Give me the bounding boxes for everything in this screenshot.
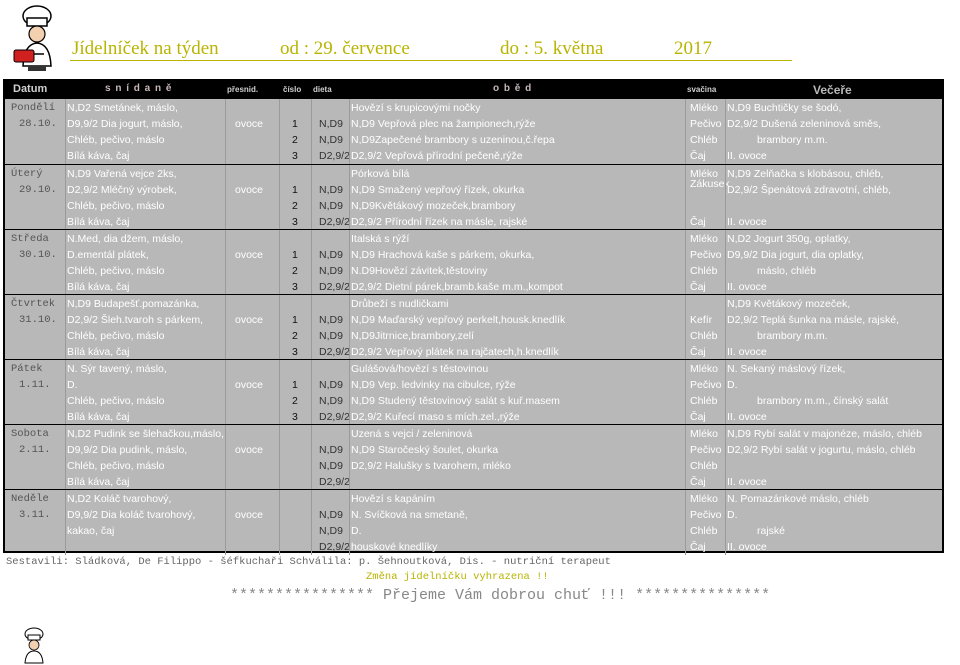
column-divider <box>65 165 66 230</box>
column-divider <box>225 99 226 164</box>
dinner-item: D2,9/2 Špenátová zdravotní, chléb, <box>727 184 892 196</box>
breakfast-item: D2,9/2 Šleh.tvaroh s párkem, <box>67 314 203 326</box>
lunch-number: 3 <box>292 411 298 423</box>
lunch-diet: N,D9 <box>319 314 343 326</box>
column-divider <box>685 230 686 295</box>
snack-item: Čaj <box>690 281 706 293</box>
day-name: Neděle <box>11 493 49 505</box>
day-name: Středa <box>11 233 49 245</box>
lunch-diet: N,D9 <box>319 460 343 472</box>
lunch-diet: N,D9 <box>319 444 343 456</box>
lunch-diet: N,D9 <box>319 134 343 146</box>
breakfast-item: N.Med, dia džem, máslo, <box>67 233 184 245</box>
snack-item: Čaj <box>690 150 706 162</box>
day-name: Pátek <box>11 363 43 375</box>
column-divider <box>685 490 686 555</box>
column-divider <box>279 99 280 164</box>
title-from: od : 29. července <box>280 38 410 59</box>
lunch-number: 1 <box>292 249 298 261</box>
lunch-number: 2 <box>292 200 298 212</box>
day-date: 31.10. <box>19 314 57 326</box>
dinner-item: N,D9 Květákový mozeček, <box>727 298 851 310</box>
breakfast-item: N,D2 Smetánek, máslo, <box>67 102 178 114</box>
column-divider <box>725 295 726 360</box>
day-row <box>5 424 942 490</box>
snack-item: Chléb <box>690 395 718 407</box>
footer-wish: **************** Přejeme Vám dobrou chuť !!! *************** <box>230 587 771 604</box>
breakfast-item: Bílá káva, čaj <box>67 476 130 488</box>
presnid-item: ovoce <box>235 509 264 521</box>
day-name: Pondělí <box>11 102 56 114</box>
snack-item: Zákusek <box>690 177 730 190</box>
lunch-diet: N,D9 <box>319 249 343 261</box>
lunch-item: N,D9 Smažený vepřový řízek, okurka <box>351 184 525 196</box>
dinner-item: D. <box>727 379 738 391</box>
dinner-item: II. ovoce <box>727 281 767 293</box>
column-divider <box>311 295 312 360</box>
lunch-item: N,D9 Vep. ledvinky na cibulce, rýže <box>351 379 516 391</box>
column-divider <box>685 295 686 360</box>
snack-item: Mléko <box>690 233 719 245</box>
snack-item: Čaj <box>690 411 706 423</box>
dinner-item: II. ovoce <box>727 476 767 488</box>
presnid-item: ovoce <box>235 184 264 196</box>
column-divider <box>65 490 66 555</box>
dinner-item: N,D9 Rybí salát v majonéze, máslo, chléb <box>727 428 922 440</box>
dinner-item: D2,9/2 Teplá šunka na másle, rajské, <box>727 314 899 326</box>
lunch-soup: Drůbeží s nudličkami <box>351 298 449 310</box>
lunch-diet: N,D9 <box>319 118 343 130</box>
lunch-diet: N,D9 <box>319 395 343 407</box>
table-header <box>5 81 942 99</box>
column-divider <box>279 295 280 360</box>
dinner-item: brambory m.m., čínský salát <box>757 395 889 407</box>
snack-item: Mléko <box>690 493 719 505</box>
column-divider <box>311 165 312 230</box>
day-row <box>5 294 942 360</box>
header-vecere: Večeře <box>813 83 852 97</box>
lunch-diet: N,D9 <box>319 509 343 521</box>
lunch-item: N,D9 Hrachová kaše s párkem, okurka, <box>351 249 535 261</box>
title-year: 2017 <box>674 38 712 59</box>
presnid-item: ovoce <box>235 314 264 326</box>
breakfast-item: Chléb, pečivo, máslo <box>67 265 165 277</box>
day-row <box>5 359 942 425</box>
snack-item: Čaj <box>690 476 706 488</box>
lunch-item: N,D9Jitrnice,brambory,zelí <box>351 330 474 342</box>
footer-authors: Sestavili: Sládková, De Filippo - šéfkuchaři Schválila: p. Šehnoutková, Dis. - nutriční terapeut <box>6 556 611 568</box>
column-divider <box>349 425 350 490</box>
column-divider <box>225 425 226 490</box>
snack-item: Chléb <box>690 134 718 146</box>
dinner-item: II. ovoce <box>727 150 767 162</box>
column-divider <box>225 165 226 230</box>
lunch-number: 2 <box>292 134 298 146</box>
breakfast-item: D9,9/2 Dia jogurt, máslo, <box>67 118 183 130</box>
column-divider <box>225 360 226 425</box>
snack-item: Pečivo <box>690 249 722 261</box>
dinner-item: II. ovoce <box>727 346 767 358</box>
snack-item: Pečivo <box>690 509 722 521</box>
column-divider <box>311 99 312 164</box>
lunch-diet: D2,9/2 <box>319 216 350 228</box>
day-row <box>5 99 942 164</box>
snack-item: Mléko <box>690 428 719 440</box>
day-name: Čtvrtek <box>11 298 56 310</box>
day-date: 2.11. <box>19 444 51 456</box>
lunch-soup: Italská s rýží <box>351 233 410 245</box>
dinner-item: D. <box>727 509 738 521</box>
column-divider <box>311 230 312 295</box>
lunch-diet: N,D9 <box>319 525 343 537</box>
column-divider <box>279 490 280 555</box>
column-divider <box>349 230 350 295</box>
lunch-diet: N,D9 <box>319 265 343 277</box>
lunch-number: 3 <box>292 346 298 358</box>
dinner-item: N,D9 Buchtičky se šodó, <box>727 102 842 114</box>
lunch-diet: N,D9 <box>319 330 343 342</box>
lunch-number: 1 <box>292 314 298 326</box>
dinner-item: II. ovoce <box>727 216 767 228</box>
dinner-item: D2,9/2 Rybí salát v jogurtu, máslo, chléb <box>727 444 916 456</box>
column-divider <box>279 360 280 425</box>
breakfast-item: D.ementál plátek, <box>67 249 149 261</box>
lunch-diet: N,D9 <box>319 184 343 196</box>
dinner-item: rajské <box>757 525 786 537</box>
column-divider <box>65 295 66 360</box>
title-to: do : 5. května <box>500 38 604 59</box>
column-divider <box>349 165 350 230</box>
lunch-item: N,D9 Studený těstovinový salát s kuř.masem <box>351 395 560 407</box>
header-cislo: číslo <box>283 85 302 94</box>
day-row <box>5 489 942 555</box>
lunch-item: D2,9/2 Vepřová přírodní pečeně,rýže <box>351 150 523 162</box>
lunch-item: N,D9Květákový mozeček,brambory <box>351 200 516 212</box>
lunch-soup: Uzená s vejci / zeleninová <box>351 428 473 440</box>
breakfast-item: Bílá káva, čaj <box>67 411 130 423</box>
dinner-item: II. ovoce <box>727 411 767 423</box>
footer-note: Změna jídelníčku vyhrazena !! <box>366 571 549 583</box>
dinner-item: II. ovoce <box>727 541 767 553</box>
lunch-diet: N,D9 <box>319 379 343 391</box>
breakfast-item: Chléb, pečivo, máslo <box>67 200 165 212</box>
presnid-item: ovoce <box>235 444 264 456</box>
lunch-diet: D2,9/2 <box>319 150 350 162</box>
dinner-item: N. Pomazánkové máslo, chléb <box>727 493 869 505</box>
column-divider <box>725 99 726 164</box>
header-svacina: svačina <box>687 85 717 94</box>
column-divider <box>349 295 350 360</box>
snack-item: Mléko <box>690 363 719 375</box>
title-name: Jídelníček na týden <box>72 38 219 59</box>
breakfast-item: N,D9 Vařená vejce 2ks, <box>67 168 177 180</box>
lunch-item: D2,9/2 Přírodní řízek na másle, rajské <box>351 216 528 228</box>
lunch-item: D2,9/2 Halušky s tvarohem, mléko <box>351 460 511 472</box>
snack-item: Čaj <box>690 541 706 553</box>
column-divider <box>685 99 686 164</box>
column-divider <box>225 230 226 295</box>
chef-icon-small <box>16 626 52 664</box>
column-divider <box>725 230 726 295</box>
snack-item: Pečivo <box>690 379 722 391</box>
breakfast-item: D9,9/2 Dia koláč tvarohový, <box>67 509 196 521</box>
column-divider <box>279 165 280 230</box>
day-row <box>5 229 942 295</box>
chef-icon <box>6 4 68 72</box>
dinner-item: N. Sekaný máslový řízek, <box>727 363 846 375</box>
lunch-number: 2 <box>292 330 298 342</box>
lunch-number: 2 <box>292 265 298 277</box>
day-name: Úterý <box>11 168 43 180</box>
column-divider <box>279 425 280 490</box>
lunch-item: N.D9Hovězí závitek,těstoviny <box>351 265 488 277</box>
column-divider <box>685 165 686 230</box>
snack-item: Kefír <box>690 314 713 326</box>
dinner-item: máslo, chléb <box>757 265 816 277</box>
dinner-item: brambory m.m. <box>757 330 828 342</box>
presnid-item: ovoce <box>235 379 264 391</box>
column-divider <box>725 360 726 425</box>
lunch-diet: D2,9/2 <box>319 346 350 358</box>
title-underline <box>70 60 792 61</box>
lunch-diet: D2,9/2 <box>319 476 350 488</box>
lunch-item: D2,9/2 Vepřový plátek na rajčatech,h.knedlík <box>351 346 559 358</box>
column-divider <box>311 425 312 490</box>
snack-item: Pečivo <box>690 444 722 456</box>
lunch-item: N,D9Zapečené brambory s uzeninou,č.řepa <box>351 134 555 146</box>
snack-item: Chléb <box>690 330 718 342</box>
breakfast-item: N,D2 Koláč tvarohový, <box>67 493 172 505</box>
breakfast-item: Chléb, pečivo, máslo <box>67 330 165 342</box>
breakfast-item: Chléb, pečivo, máslo <box>67 395 165 407</box>
lunch-diet: N,D9 <box>319 200 343 212</box>
breakfast-item: Bílá káva, čaj <box>67 216 130 228</box>
header-obed: o b ě d <box>493 83 533 94</box>
breakfast-item: N,D2 Pudink se šlehačkou,máslo, <box>67 428 224 440</box>
column-divider <box>65 99 66 164</box>
lunch-number: 3 <box>292 216 298 228</box>
header-datum: Datum <box>13 83 48 95</box>
presnid-item: ovoce <box>235 118 264 130</box>
column-divider <box>65 425 66 490</box>
dinner-item: N,D2 Jogurt 350g, oplatky, <box>727 233 851 245</box>
snack-item: Chléb <box>690 265 718 277</box>
lunch-number: 3 <box>292 150 298 162</box>
column-divider <box>685 360 686 425</box>
dinner-item: D2,9/2 Dušená zeleninová směs, <box>727 118 882 130</box>
column-divider <box>279 230 280 295</box>
lunch-item: N,D9 Staročeský šoulet, okurka <box>351 444 499 456</box>
breakfast-item: D. <box>67 379 78 391</box>
lunch-item: N,D9 Maďarský vepřový perkelt,housk.knedlík <box>351 314 566 326</box>
header-presnid: přesnid. <box>227 85 259 94</box>
dinner-item: D9,9/2 Dia jogurt, dia oplatky, <box>727 249 864 261</box>
breakfast-item: Bílá káva, čaj <box>67 346 130 358</box>
lunch-item: D. <box>351 525 362 537</box>
lunch-item: N,D9 Vepřová plec na žampionech,rýže <box>351 118 536 130</box>
breakfast-item: N,D9 Budapešť.pomazánka, <box>67 298 200 310</box>
column-divider <box>311 360 312 425</box>
column-divider <box>225 295 226 360</box>
column-divider <box>685 425 686 490</box>
breakfast-item: D2,9/2 Mléčný výrobek, <box>67 184 177 196</box>
header-dieta: dieta <box>313 85 332 94</box>
day-date: 28.10. <box>19 118 57 130</box>
breakfast-item: kakao, čaj <box>67 525 115 537</box>
lunch-item: houskové knedlíky <box>351 541 438 553</box>
lunch-number: 2 <box>292 395 298 407</box>
lunch-soup: Hovězí s kapáním <box>351 493 436 505</box>
column-divider <box>65 230 66 295</box>
snack-item: Mléko <box>690 168 719 180</box>
lunch-diet: D2,9/2 <box>319 281 350 293</box>
day-date: 3.11. <box>19 509 51 521</box>
lunch-number: 1 <box>292 118 298 130</box>
snack-item: Čaj <box>690 346 706 358</box>
breakfast-item: Bílá káva, čaj <box>67 281 130 293</box>
day-row <box>5 164 942 230</box>
day-date: 1.11. <box>19 379 51 391</box>
column-divider <box>349 360 350 425</box>
snack-item: Mléko <box>690 102 719 114</box>
breakfast-item: Bílá káva, čaj <box>67 150 130 162</box>
breakfast-item: N. Sýr tavený, máslo, <box>67 363 167 375</box>
breakfast-item: D9,9/2 Dia pudink, máslo, <box>67 444 188 456</box>
lunch-item: N. Svíčková na smetaně, <box>351 509 468 521</box>
snack-item: Pečivo <box>690 118 722 130</box>
snack-item: Chléb <box>690 460 718 472</box>
lunch-number: 3 <box>292 281 298 293</box>
header-snidane: s n í d a n ě <box>105 83 173 94</box>
breakfast-item: Chléb, pečivo, máslo <box>67 460 165 472</box>
menu-table <box>3 79 944 553</box>
lunch-item: D2,9/2 Kuřecí maso s mích.zel.,rýže <box>351 411 520 423</box>
breakfast-item: Chléb, pečivo, máslo <box>67 134 165 146</box>
lunch-soup: Hovězí s krupicovými nočky <box>351 102 481 114</box>
dinner-item: N,D9 Zelňačka s klobásou, chléb, <box>727 168 884 180</box>
lunch-soup: Pórková bílá <box>351 168 410 180</box>
snack-item: Čaj <box>690 216 706 228</box>
column-divider <box>725 490 726 555</box>
presnid-item: ovoce <box>235 249 264 261</box>
column-divider <box>725 165 726 230</box>
column-divider <box>225 490 226 555</box>
day-name: Sobota <box>11 428 49 440</box>
column-divider <box>349 490 350 555</box>
lunch-diet: D2,9/2 <box>319 541 350 553</box>
lunch-item: D2,9/2 Dietní párek,bramb.kaše m.m.,kompot <box>351 281 563 293</box>
day-date: 30.10. <box>19 249 57 261</box>
lunch-soup: Gulášová/hovězí s těstovinou <box>351 363 489 375</box>
column-divider <box>65 360 66 425</box>
column-divider <box>349 99 350 164</box>
dinner-item: brambory m.m. <box>757 134 828 146</box>
column-divider <box>725 425 726 490</box>
snack-item: Chléb <box>690 525 718 537</box>
lunch-number: 1 <box>292 184 298 196</box>
lunch-number: 1 <box>292 379 298 391</box>
lunch-diet: D2,9/2 <box>319 411 350 423</box>
column-divider <box>311 490 312 555</box>
day-date: 29.10. <box>19 184 57 196</box>
